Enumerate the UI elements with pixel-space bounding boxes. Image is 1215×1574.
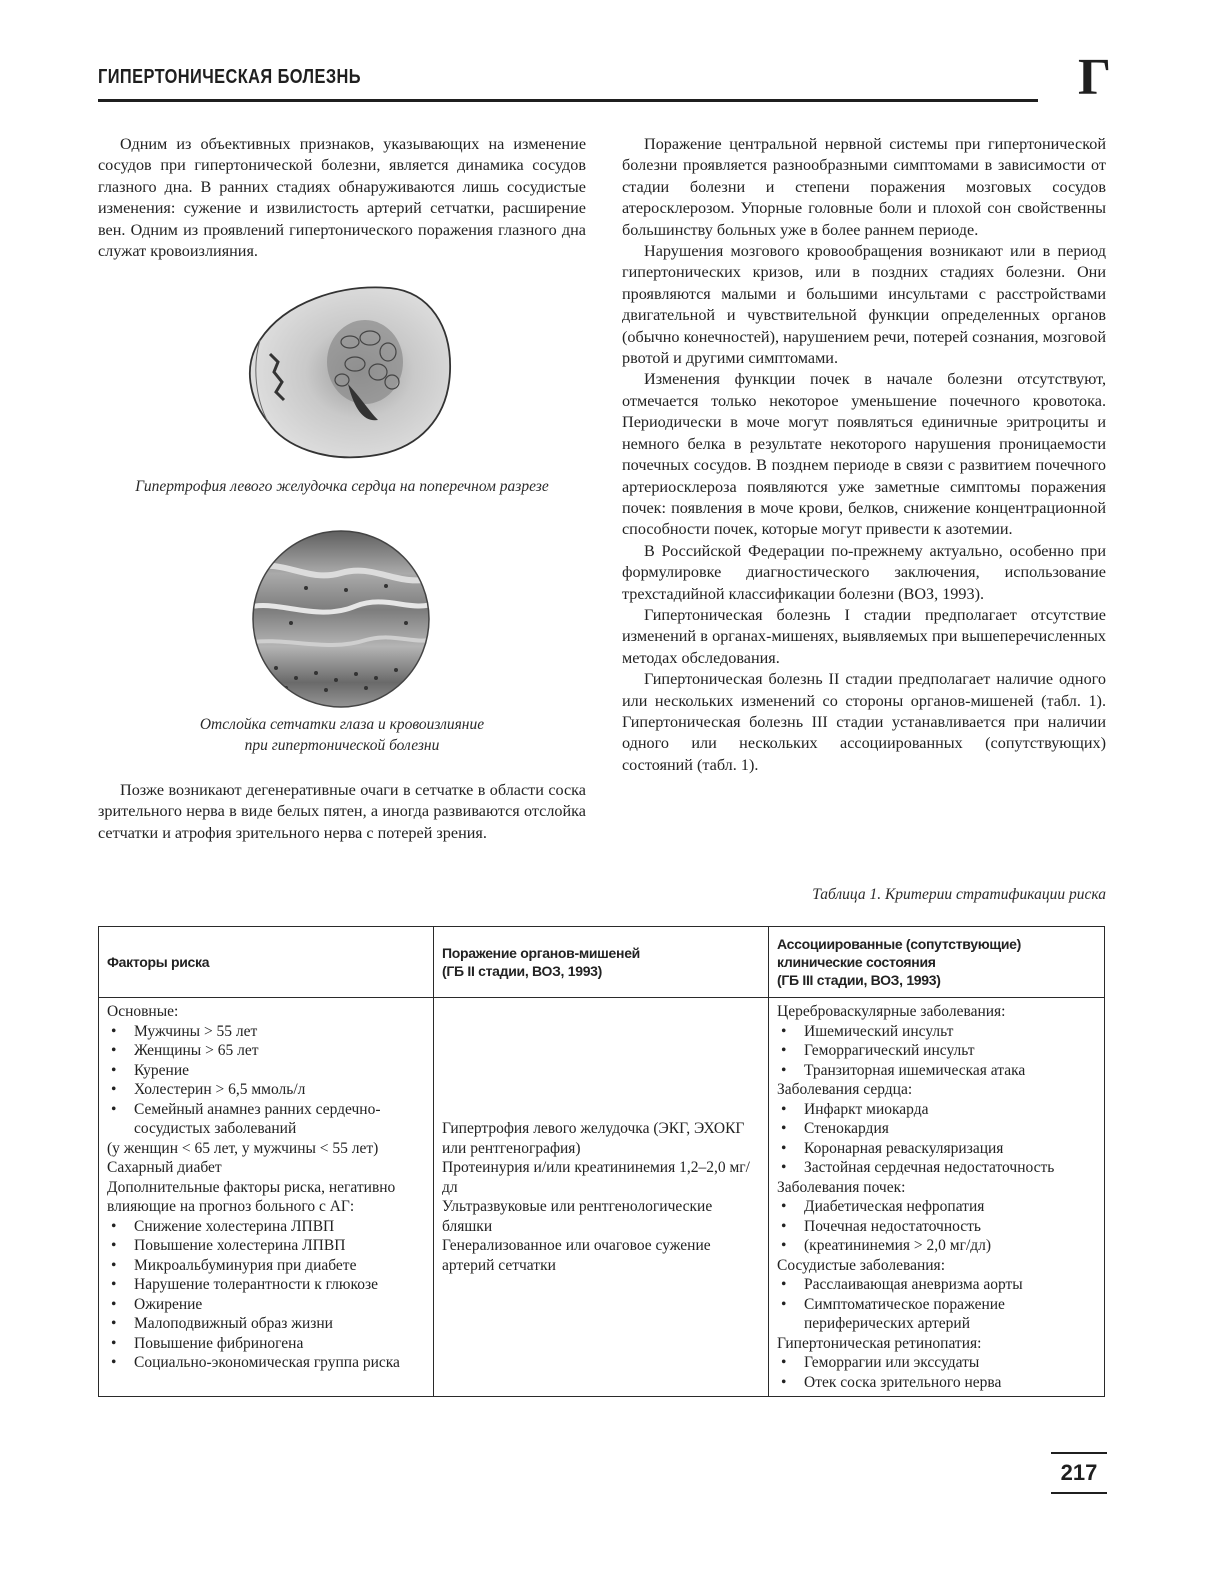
figure-caption: Гипертрофия левого желудочка сердца на поперечном разрезе xyxy=(135,478,549,495)
bullet-item: • Коронарная реваскуляризация xyxy=(777,1139,1096,1159)
paragraph: Позже возникают дегенеративные очаги в сетчатке в области соска зрительного нерва в виде белых пятен, а иногда развиваются отслойка сетчатки и атрофия зрительного нерва с потерей зрения. xyxy=(98,781,586,842)
cell-line: Гипертрофия левого желудочка (ЭКГ, ЭХОКГ или рентгенография) xyxy=(442,1120,745,1157)
table-row xyxy=(99,998,1105,1397)
bullet-icon: • xyxy=(781,1217,787,1235)
bullet-item: • Семейный анамнез ранних сердечно-сосудистых заболеваний xyxy=(107,1100,425,1139)
paragraph: В Российской Федерации по-прежнему актуально, особенно при формулировке диагностического заключения, использование трехстадийной классификации болезни (ВОЗ, 1993). xyxy=(622,541,1106,603)
risk-stratification-table xyxy=(98,926,1105,1397)
column-header-target-organs xyxy=(434,927,769,998)
bullet-icon: • xyxy=(111,1256,117,1274)
bullet-item: • Нарушение толерантности к глюкозе xyxy=(107,1275,425,1295)
bullet-icon: • xyxy=(781,1042,787,1059)
page-number-rule-bottom xyxy=(1051,1492,1107,1494)
bullet-item: • Социально-экономическая группа риска xyxy=(107,1353,425,1373)
paragraph: Нарушения мозгового кровообращения возникают или в период гипертонических кризов, или в поздних стадиях болезни. Они проявляются малыми и большими инсультами с расстройствами двигательной и чувствительной функции определенных органов (обычно конечностей), нарушением речи, потерей сознания, мозговой рвотой и другими симптомами. xyxy=(622,242,1106,368)
column-header-line: Факторы риска xyxy=(107,954,210,970)
cell-line: Генерализованное или очаговое сужение артерий сетчатки xyxy=(442,1237,711,1274)
bullet-item: • Снижение холестерина ЛПВП xyxy=(107,1217,425,1237)
page-number-box xyxy=(1051,1452,1107,1494)
bullet-icon: • xyxy=(111,1100,117,1118)
bullet-item: • Женщины > 65 лет xyxy=(107,1041,425,1061)
bullet-item: • Холестерин > 6,5 ммоль/л xyxy=(107,1080,425,1100)
bullet-item: • Застойная сердечная недостаточность xyxy=(777,1158,1096,1178)
cell-line: Гипертоническая ретинопатия: xyxy=(777,1334,982,1352)
section-letter: Г xyxy=(1078,49,1112,106)
bullet-item: • Геморрагии или экссудаты xyxy=(777,1353,1096,1373)
right-column xyxy=(622,134,1106,776)
paragraph: Гипертоническая болезнь I стадии предполагает отсутствие изменений в органах-мишенях, выявляемых при вышеперечисленных методах обследования. xyxy=(622,605,1106,667)
table-header-row xyxy=(99,927,1105,998)
paragraph: Поражение центральной нервной системы при гипертонической болезни проявляется разнообразными симптомами в зависимости от стадии болезни и степени поражения мозговых сосудов атеросклерозом. Упорные головные боли и плохой сон свойственны большинству больных уже в более раннем периоде. xyxy=(622,135,1106,239)
bullet-icon: • xyxy=(781,1198,787,1215)
cell-line: Заболевания сердца: xyxy=(777,1081,913,1098)
bullet-item: • Расслаивающая аневризма аорты xyxy=(777,1275,1096,1295)
bullet-icon: • xyxy=(111,1081,117,1098)
table-caption: Таблица 1. Критерии стратификации риска xyxy=(812,886,1106,903)
header-rule xyxy=(98,99,1038,102)
paragraph: Изменения функции почек в начале болезни отсутствуют, отмечается только некоторое уменьшение почечного кровотока. Периодически в моче могут появляться единичные эритроциты и немного белка в результате некоторого нарушения проницаемости почечных сосудов. В позднем периоде в связи с развитием почечного артериосклероза появляются уже заметные симптомы поражения почек: появления в моче крови, белков, снижение концентрационной способности почек, которые могут привести к азотемии. xyxy=(622,370,1106,539)
paragraph: Гипертоническая болезнь II стадии предполагает наличие одного или нескольких изменений со стороны органов-мишеней (табл. 1). Гипертоническая болезнь III стадии устанавливается при наличии одного или нескольких ассоциированных (сопутствующих) состояний (табл. 1). xyxy=(622,670,1106,774)
column-header-line: (ГБ III стадии, ВОЗ, 1993) xyxy=(777,972,941,988)
cell-line: Протеинурия и/или креатининемия 1,2–2,0 мг/дл xyxy=(442,1159,750,1196)
paragraph: Одним из объективных признаков, указывающих на изменение сосудов при гипертонической болезни, является динамика сосудов глазного дна. В ранних стадиях обнаруживаются лишь сосудистые изменения: сужение и извилистость артерий сетчатки, расширение вен. Одним из проявлений гипертонического поражения глазного дна служат кровоизлияния. xyxy=(98,135,586,261)
cell-line: Сосудистые заболевания: xyxy=(777,1256,945,1274)
bullet-icon: • xyxy=(781,1139,787,1157)
bullet-item: • Повышение холестерина ЛПВП xyxy=(107,1236,425,1256)
bullet-item: • Ожирение xyxy=(107,1295,425,1315)
figure-caption-line: при гипертонической болезни xyxy=(244,737,440,754)
bullet-item: • Микроальбуминурия при диабете xyxy=(107,1256,425,1276)
bullet-icon: • xyxy=(781,1022,787,1040)
page-number: 217 xyxy=(1060,1460,1098,1485)
column-header-line: (ГБ II стадии, ВОЗ, 1993) xyxy=(442,963,603,979)
column-header-line: клинические состояния xyxy=(777,954,936,970)
bullet-icon: • xyxy=(781,1237,787,1254)
bullet-item: • Инфаркт миокарда xyxy=(777,1100,1096,1120)
heart-cross-section-illustration-icon xyxy=(230,272,460,462)
bullet-item: • Мужчины > 55 лет xyxy=(107,1022,425,1042)
bullet-item: • Геморрагический инсульт xyxy=(777,1041,1096,1061)
bullet-icon: • xyxy=(781,1120,787,1137)
column-header-line: Ассоциированные (сопутствующие) xyxy=(777,936,1022,952)
bullet-icon: • xyxy=(111,1217,117,1235)
bullet-icon: • xyxy=(111,1354,117,1371)
bullet-item: • Диабетическая нефропатия xyxy=(777,1197,1096,1217)
bullet-icon: • xyxy=(781,1159,787,1176)
target-organs-cell xyxy=(434,998,769,1397)
retina-fundus-illustration-icon xyxy=(246,528,436,710)
bullet-icon: • xyxy=(781,1061,787,1079)
bullet-icon: • xyxy=(781,1295,787,1313)
bullet-icon: • xyxy=(111,1022,117,1040)
cell-line: (у женщин < 65 лет, у мужчины < 55 лет) xyxy=(107,1139,379,1157)
cell-line: Сахарный диабет xyxy=(107,1159,222,1176)
bullet-item: • Ишемический инсульт xyxy=(777,1022,1096,1042)
figure-caption xyxy=(98,714,586,756)
bullet-item: • (креатининемия > 2,0 мг/дл) xyxy=(777,1236,1096,1256)
bullet-icon: • xyxy=(111,1237,117,1254)
bullet-icon: • xyxy=(781,1100,787,1118)
bullet-item: • Симптоматическое поражение периферических артерий xyxy=(777,1295,1096,1334)
bullet-item: • Повышение фибриногена xyxy=(107,1334,425,1354)
left-column-outro xyxy=(98,780,586,844)
cell-line: Заболевания почек: xyxy=(777,1178,906,1196)
bullet-icon: • xyxy=(111,1276,117,1293)
associated-conditions-cell xyxy=(769,998,1105,1397)
column-header-risk-factors xyxy=(99,927,434,998)
bullet-item: • Транзиторная ишемическая атака xyxy=(777,1061,1096,1081)
figure-caption-line: Отслойка сетчатки глаза и кровоизлияние xyxy=(199,716,485,733)
risk-factors-cell xyxy=(99,998,434,1397)
bullet-icon: • xyxy=(111,1295,117,1313)
bullet-item: • Стенокардия xyxy=(777,1119,1096,1139)
left-column-intro xyxy=(98,134,586,262)
column-header-associated-conditions xyxy=(769,927,1105,998)
bullet-item: • Отек соска зрительного нерва xyxy=(777,1373,1096,1393)
bullet-item: • Малоподвижный образ жизни xyxy=(107,1314,425,1334)
bullet-icon: • xyxy=(111,1042,117,1059)
bullet-icon: • xyxy=(111,1315,117,1332)
bullet-item: • Почечная недостаточность xyxy=(777,1217,1096,1237)
bullet-icon: • xyxy=(781,1373,787,1391)
cell-line: Цереброваскулярные заболевания: xyxy=(777,1003,1006,1020)
bullet-icon: • xyxy=(111,1334,117,1352)
cell-line: Основные: xyxy=(107,1003,179,1020)
bullet-icon: • xyxy=(781,1276,787,1293)
bullet-icon: • xyxy=(781,1354,787,1371)
cell-line: Дополнительные факторы риска, негативно влияющие на прогноз больного с АГ: xyxy=(107,1178,396,1215)
cell-line: Ультразвуковые или рентгенологические бляшки xyxy=(442,1198,713,1235)
bullet-item: • Курение xyxy=(107,1061,425,1081)
running-header-title: ГИПЕРТОНИЧЕСКАЯ БОЛЕЗНЬ xyxy=(98,66,361,88)
column-header-line: Поражение органов-мишеней xyxy=(442,945,640,961)
bullet-icon: • xyxy=(111,1061,117,1079)
